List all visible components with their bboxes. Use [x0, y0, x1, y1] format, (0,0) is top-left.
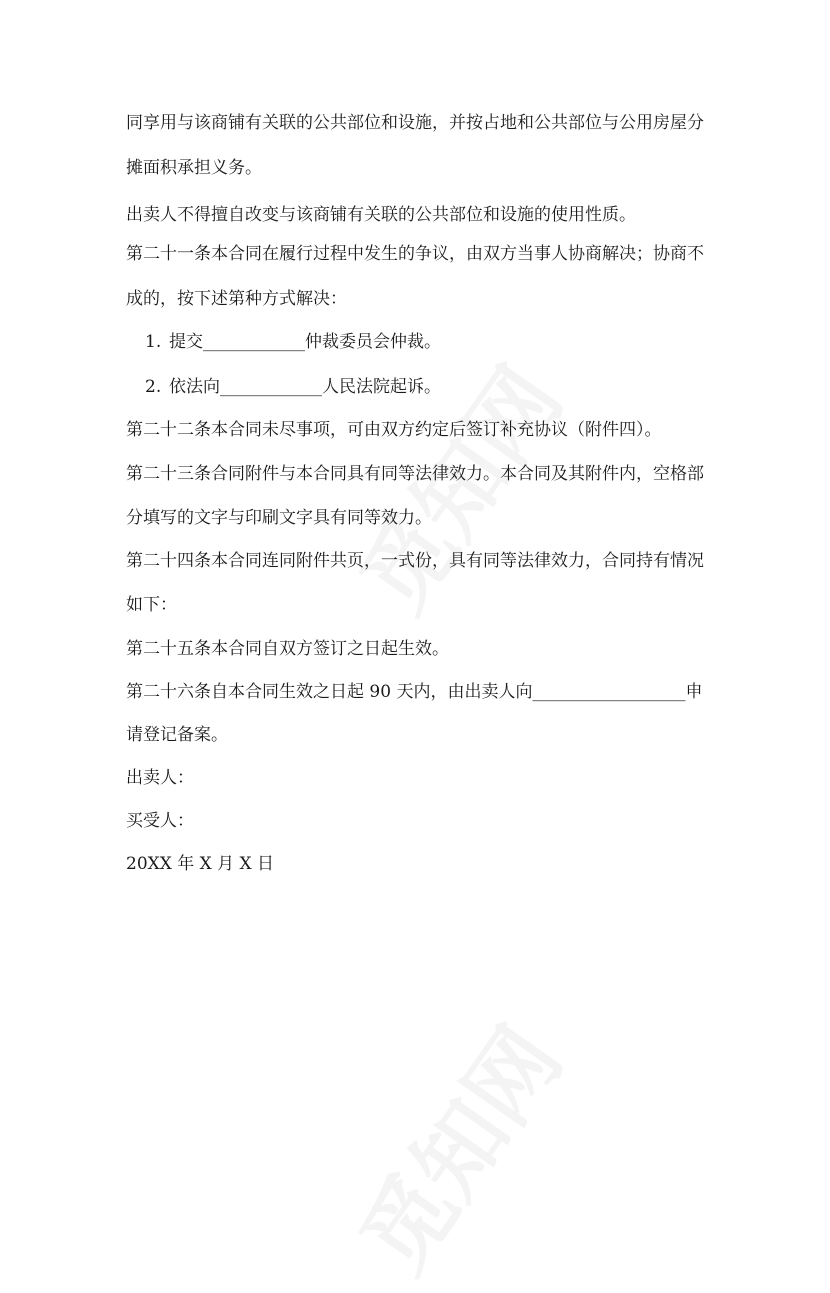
paragraph-line: 第二十一条本合同在履行过程中发生的争议，由双方当事人协商解决；协商不 — [126, 244, 704, 264]
list-text: 提交____________仲裁委员会仲裁。 — [169, 332, 441, 352]
list-item — [145, 375, 710, 399]
paragraph-line: 第二十五条本合同自双方签订之日起生效。 — [126, 639, 449, 659]
list-number: 2. — [145, 377, 162, 397]
list-item — [145, 330, 710, 354]
paragraph-line: 同享用与该商铺有关联的公共部位和设施，并按占地和公共部位与公用房屋分 — [126, 113, 704, 133]
paragraph-line: 第二十二条本合同未尽事项，可由双方约定后签订补充协议（附件四）。 — [126, 420, 662, 440]
paragraph-line: 第二十四条本合同连同附件共页，一式份，具有同等法律效力，合同持有情况 — [126, 551, 704, 571]
signature-seller: 出卖人： — [126, 768, 194, 788]
list-text: 依法向____________人民法院起诉。 — [169, 377, 441, 397]
paragraph-line: 摊面积承担义务。 — [126, 158, 262, 178]
watermark-bottom — [324, 997, 585, 1293]
paragraph-line: 请登记备案。 — [126, 725, 228, 745]
paragraph-line: 第二十六条自本合同生效之日起 90 天内，由出卖人向__________________申 — [126, 682, 703, 702]
paragraph-line: 第二十三条合同附件与本合同具有同等法律效力。本合同及其附件内，空格部 — [126, 464, 704, 484]
list-number: 1. — [145, 332, 162, 352]
date-line: 20XX 年 X 月 X 日 — [126, 854, 275, 874]
paragraph-line: 出卖人不得擅自改变与该商铺有关联的公共部位和设施的使用性质。 — [126, 205, 636, 225]
paragraph-line: 分填写的文字与印刷文字具有同等效力。 — [126, 508, 432, 528]
paragraph-line: 成的，按下述第种方式解决： — [126, 289, 347, 309]
signature-buyer: 买受人： — [126, 811, 194, 831]
paragraph-line: 如下： — [126, 595, 177, 615]
